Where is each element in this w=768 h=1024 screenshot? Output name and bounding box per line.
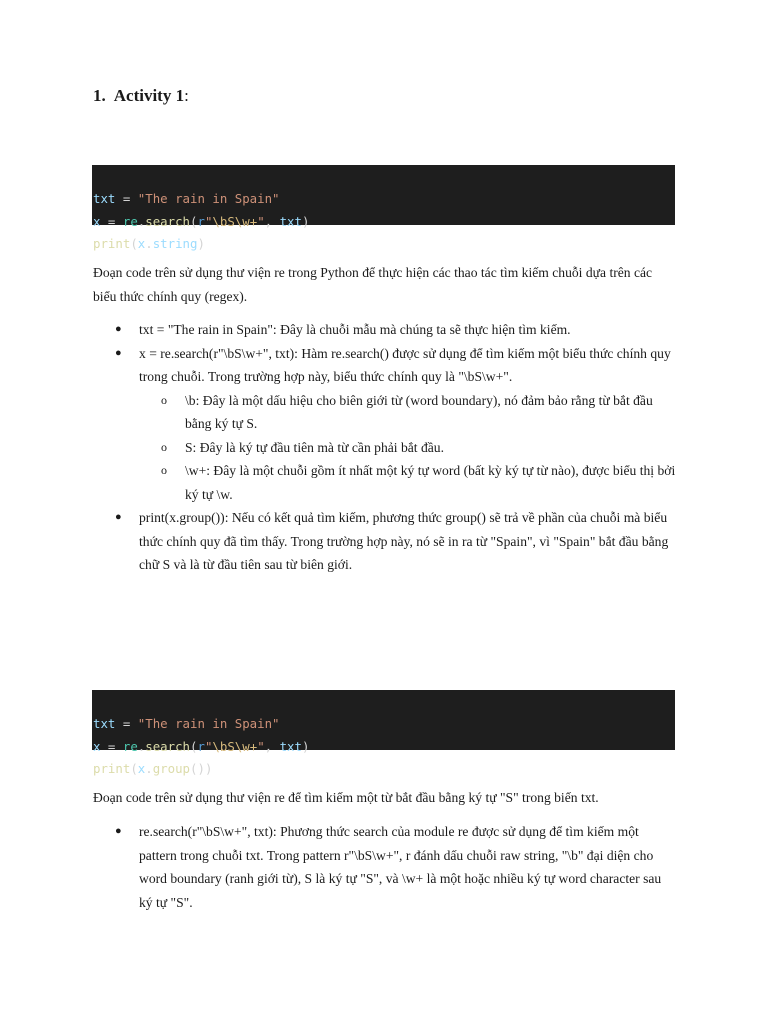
list-item: o \b: Đây là một dấu hiệu cho biên giới từ (word boundary), nó đảm bảo rằng từ bắt đầu bằng ký tự S. (139, 389, 678, 436)
heading-number: 1. (93, 86, 106, 105)
heading-colon: : (184, 86, 189, 105)
code-line: x = re.search(r"\bS\w+", txt) (93, 738, 310, 754)
heading-title: Activity 1 (113, 86, 185, 105)
circle-bullet-icon: o (161, 463, 167, 477)
bullet-icon: ● (115, 825, 122, 837)
bullet-list-1 (93, 318, 678, 577)
list-item: ● x = re.search(r"\bS\w+", txt): Hàm re.search() được sử dụng để tìm kiếm một biểu thức chính quy trong chuỗi. Trong trường hợp này, biểu thức chính quy là "\bS\w+". o \b: Đây là một dấu hiệu cho biên giới từ (word boundary), nó đảm bảo rằng từ bắt đầu bằng ký tự S. o S: Đây là ký tự đầu tiên mà từ cần phải bắt đầu. o \w+: Đây là một chuỗi gồm ít nhất một ký tự word (bất kỳ ký tự từ nào), được biểu thị bởi ký tự \w. (93, 342, 678, 507)
list-item: ● print(x.group()): Nếu có kết quả tìm kiếm, phương thức group() sẽ trả về phần của chuỗi mà biểu thức chính quy đã tìm thấy. Trong trường hợp này, nó sẽ in ra từ "Spain", vì "Spain" bắt đầu bằng chữ S và là từ đầu tiên sau từ biên giới. (93, 506, 678, 577)
bullet-icon: ● (115, 346, 122, 359)
code-line: x = re.search(r"\bS\w+", txt) (93, 213, 310, 229)
bullet-list-2 (93, 820, 678, 914)
code-line: print(x.string) (93, 236, 205, 252)
list-item: ● txt = "The rain in Spain": Đây là chuỗi mẫu mà chúng ta sẽ thực hiện tìm kiếm. (93, 318, 678, 342)
paragraph-2: Đoạn code trên sử dụng thư viện re để tìm kiếm một từ bắt đầu bằng ký tự "S" trong biến txt. (93, 790, 599, 805)
list-item: o S: Đây là ký tự đầu tiên mà từ cần phải bắt đầu. (139, 436, 678, 460)
circle-bullet-icon: o (161, 439, 167, 454)
code-line: print(x.group()) (93, 761, 213, 777)
bullet-icon: ● (115, 511, 122, 523)
circle-bullet-icon: o (161, 392, 167, 407)
sub-bullet-list (139, 389, 678, 507)
code-line: txt = "The rain in Spain" (93, 715, 280, 731)
code-block-2 (92, 690, 675, 777)
list-item: ● re.search(r"\bS\w+", txt): Phương thức search của module re được sử dụng để tìm kiếm một pattern trong chuỗi txt. Trong pattern r"\bS\w+", r đánh dấu chuỗi raw string, "\b" đại diện cho word boundary (ranh giới từ), S là ký tự "S", và \w+ là một hoặc nhiều ký tự word character sau ký tự "S". (93, 820, 678, 914)
code-block-1 (92, 165, 675, 252)
list-item: o \w+: Đây là một chuỗi gồm ít nhất một ký tự word (bất kỳ ký tự từ nào), được biểu thị bởi ký tự \w. (139, 459, 678, 506)
bullet-icon: ● (115, 323, 122, 335)
paragraph-1: Đoạn code trên sử dụng thư viện re trong Python để thực hiện các thao tác tìm kiếm chuỗi dựa trên các biểu thức chính quy (regex). (93, 265, 653, 304)
section-heading (93, 86, 189, 106)
code-line: txt = "The rain in Spain" (93, 190, 280, 206)
